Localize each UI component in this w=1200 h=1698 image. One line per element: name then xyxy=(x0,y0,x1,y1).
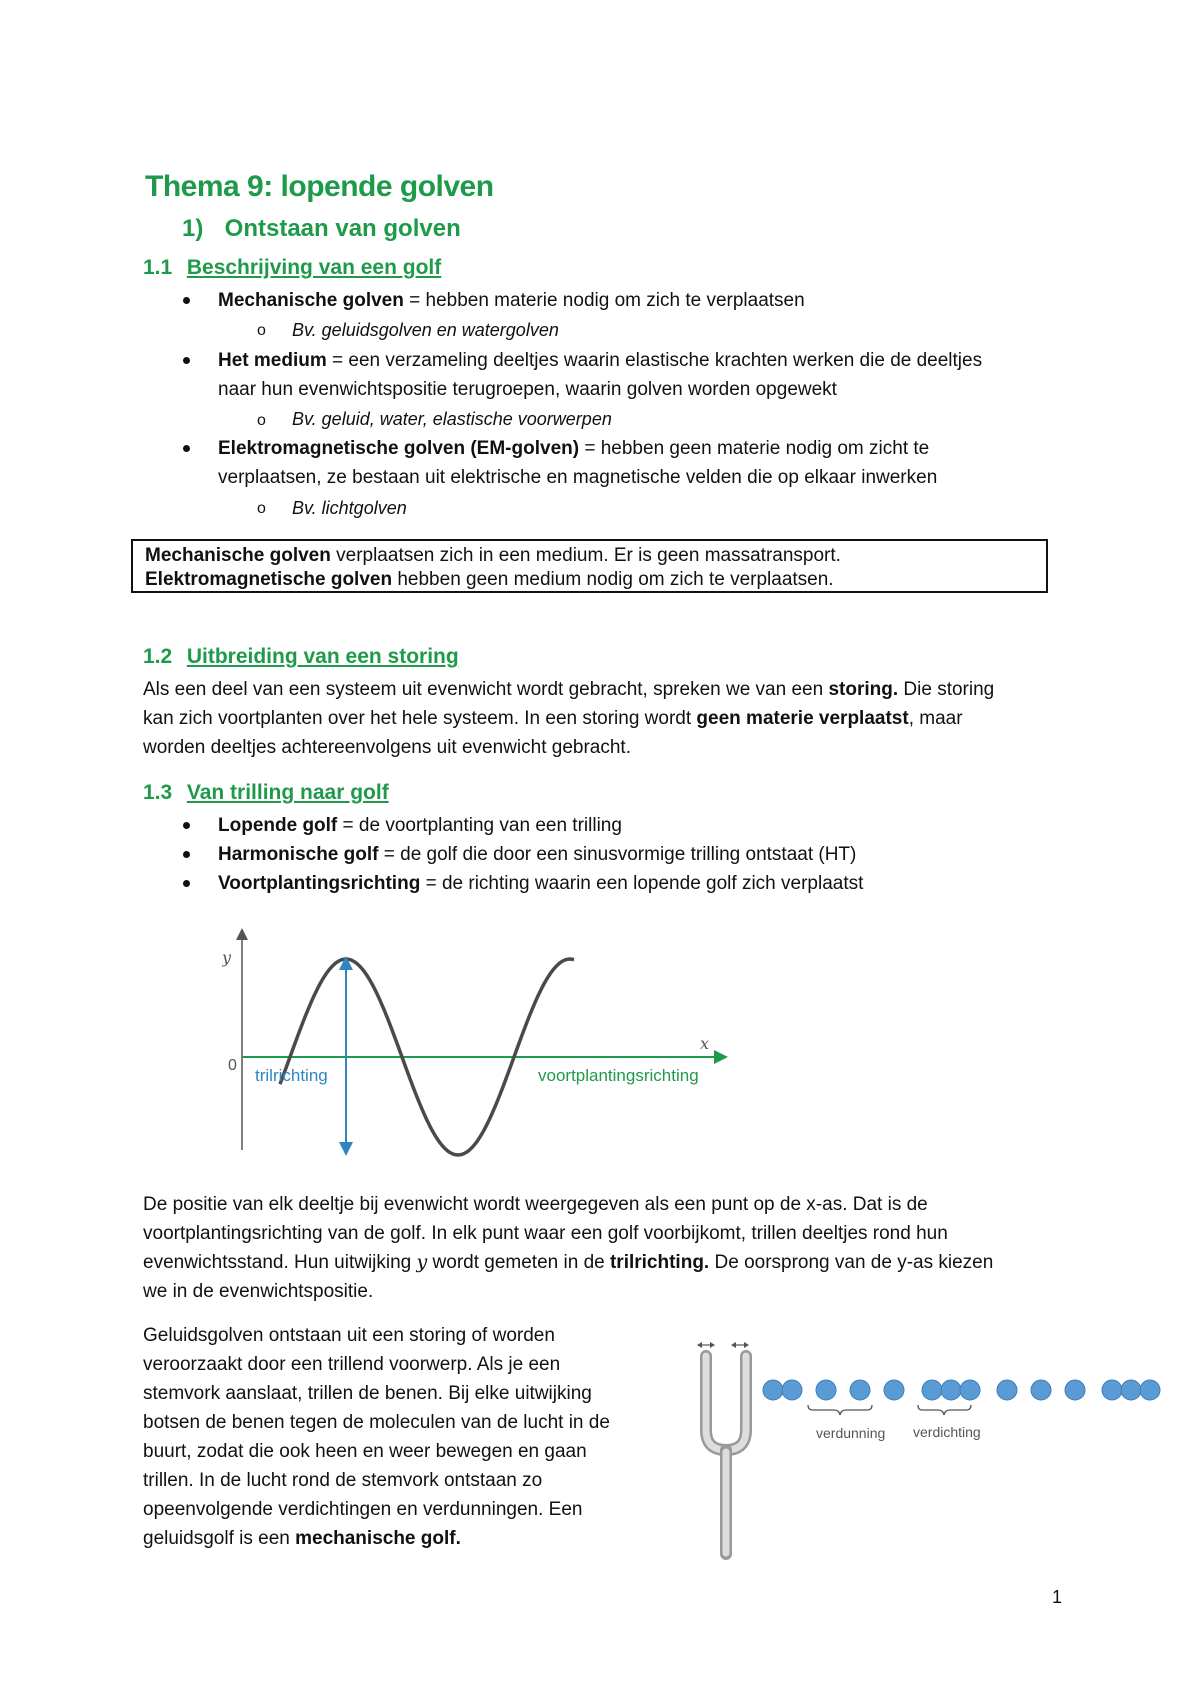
bold-text: geen materie verplaatst xyxy=(696,708,909,729)
verdichting-label: verdichting xyxy=(913,1424,981,1440)
section-1-number: 1) xyxy=(182,215,204,242)
paragraph-positie-line-3 xyxy=(143,1248,993,1278)
air-molecule xyxy=(1140,1380,1160,1400)
term: Mechanische golven xyxy=(218,290,404,311)
text: Die storing xyxy=(898,679,995,700)
vibration-arrow-right xyxy=(731,1342,749,1348)
y-axis-arrowhead xyxy=(236,928,248,940)
tuning-fork-tines xyxy=(706,1356,746,1450)
air-molecule xyxy=(1121,1380,1141,1400)
definition: = hebben geen materie nodig om zicht te xyxy=(579,438,930,459)
paragraph-geluid-line-6: trillen. In de lucht rond de stemvork ontstaan zo xyxy=(143,1470,543,1491)
sub-bullet-marker: o xyxy=(257,322,266,339)
paragraph-positie-line-2: voortplantingsrichting van de golf. In elk punt waar een golf voorbijkomt, trillen deeltjes rond hun xyxy=(143,1223,948,1244)
verdichting-brace xyxy=(918,1405,971,1415)
bullet-dot xyxy=(183,445,190,452)
section-1-1-heading xyxy=(143,256,441,280)
term: Voortplantingsrichting xyxy=(218,873,421,894)
bullet-dot xyxy=(183,880,190,887)
section-1-1-label: Beschrijving van een golf xyxy=(186,256,442,279)
section-1-2-label: Uitbreiding van een storing xyxy=(186,645,459,668)
air-molecule xyxy=(1065,1380,1085,1400)
bullet-dot xyxy=(183,357,190,364)
page-title: Thema 9: lopende golven xyxy=(145,170,494,203)
section-1-label: Ontstaan van golven xyxy=(224,215,461,242)
air-molecule xyxy=(884,1380,904,1400)
vibration-arrow-left xyxy=(697,1342,715,1348)
section-1-3-label: Van trilling naar golf xyxy=(186,781,389,804)
term: Lopende golf xyxy=(218,815,338,836)
air-molecule xyxy=(782,1380,802,1400)
wave-figure xyxy=(222,928,732,1168)
zero-label: 0 xyxy=(228,1057,237,1074)
section-1-3-number: 1.3 xyxy=(143,781,173,804)
summary-text: hebben geen medium nodig om zich te verplaatsen. xyxy=(392,569,834,590)
paragraph-geluid-line-8 xyxy=(143,1524,461,1554)
paragraph-storing-line-1 xyxy=(143,675,994,705)
summary-box xyxy=(131,539,1048,593)
paragraph-geluid-line-1: Geluidsgolven ontstaan uit een storing of worden xyxy=(143,1325,555,1346)
bold-text: mechanische golf. xyxy=(295,1528,461,1549)
text: , maar xyxy=(908,708,963,729)
bullet-dot xyxy=(183,851,190,858)
term: Het medium xyxy=(218,350,327,371)
definition: = een verzameling deeltjes waarin elastische krachten werken die de deeltjes xyxy=(326,350,983,371)
air-molecule xyxy=(763,1380,783,1400)
text: evenwichtsstand. Hun uitwijking xyxy=(143,1252,417,1273)
bullet-harmonische-golf xyxy=(218,840,856,869)
bullet-mechanische-golven xyxy=(218,286,805,315)
bullet-het-medium xyxy=(218,346,982,375)
bullet-dot xyxy=(183,297,190,304)
air-molecule xyxy=(850,1380,870,1400)
term: Elektromagnetische golven xyxy=(145,569,393,590)
bullet-het-medium-line-2: naar hun evenwichtspositie terugroepen, waarin golven worden opgewekt xyxy=(218,379,837,400)
text: geluidsgolf is een xyxy=(143,1528,296,1549)
definition: = de voortplanting van een trilling xyxy=(337,815,622,836)
paragraph-storing-line-3: worden deeltjes achtereenvolgens uit evenwicht gebracht. xyxy=(143,737,631,758)
bold-text: trilrichting. xyxy=(609,1252,710,1273)
paragraph-geluid-line-4: botsen de benen tegen de moleculen van de lucht in de xyxy=(143,1412,610,1433)
italic-y: y xyxy=(416,1251,428,1273)
example-em-golven: Bv. lichtgolven xyxy=(292,498,407,518)
bullet-voortplantingsrichting xyxy=(218,869,863,898)
definition: = de richting waarin een lopende golf zich verplaatst xyxy=(420,873,864,894)
paragraph-geluid-line-7: opeenvolgende verdichtingen en verdunningen. Een xyxy=(143,1499,583,1520)
trilrichting-arrowhead-down xyxy=(339,1142,353,1156)
verdunning-label: verdunning xyxy=(816,1425,886,1441)
bullet-dot xyxy=(183,822,190,829)
air-molecule xyxy=(960,1380,980,1400)
air-molecule xyxy=(922,1380,942,1400)
section-1-3-heading xyxy=(143,781,389,805)
definition: = de golf die door een sinusvormige trilling ontstaat (HT) xyxy=(378,844,857,865)
paragraph-geluid-line-3: stemvork aanslaat, trillen de benen. Bij elke uitwijking xyxy=(143,1383,592,1404)
x-axis-label: x xyxy=(700,1034,710,1053)
page-number: 1 xyxy=(1051,1587,1062,1607)
air-molecule xyxy=(1031,1380,1051,1400)
section-1-1-number: 1.1 xyxy=(143,256,173,279)
example-mechanische-golven: Bv. geluidsgolven en watergolven xyxy=(292,320,559,340)
summary-line-1 xyxy=(145,544,1034,568)
voortplantingsrichting-label: voortplantingsrichting xyxy=(538,1066,699,1085)
summary-line-2 xyxy=(145,568,1034,592)
section-1-2-heading xyxy=(143,645,459,669)
section-1-heading xyxy=(182,215,461,243)
bold-text: storing. xyxy=(828,679,899,700)
bullet-em-golven-line-2: verplaatsen, ze bestaan uit elektrische en magnetische velden die op elkaar inwerken xyxy=(218,467,938,488)
term: Mechanische golven xyxy=(145,545,331,566)
verdunning-brace xyxy=(808,1405,872,1415)
section-1-2-number: 1.2 xyxy=(143,645,173,668)
term: Elektromagnetische golven (EM-golven) xyxy=(218,438,580,459)
y-axis-label: y xyxy=(222,948,232,967)
text: De oorsprong van de y-as kiezen xyxy=(709,1252,994,1273)
paragraph-geluid-line-2: veroorzaakt door een trillend voorwerp. Als je een xyxy=(143,1354,561,1375)
bullet-lopende-golf xyxy=(218,811,622,840)
air-molecule xyxy=(1102,1380,1122,1400)
text: Als een deel van een systeem uit evenwicht wordt gebracht, spreken we van een xyxy=(143,679,829,700)
paragraph-positie-line-4: we in de evenwichtspositie. xyxy=(143,1281,374,1302)
example-het-medium: Bv. geluid, water, elastische voorwerpen xyxy=(292,409,612,429)
text: wordt gemeten in de xyxy=(427,1252,610,1273)
definition: = hebben materie nodig om zich te verplaatsen xyxy=(403,290,805,311)
trilrichting-label: trilrichting xyxy=(255,1066,328,1085)
sub-bullet-marker: o xyxy=(257,500,266,517)
paragraph-geluid-line-5: buurt, zodat die ook heen en weer bewegen en gaan xyxy=(143,1441,587,1462)
bullet-em-golven xyxy=(218,434,929,463)
paragraph-positie-line-1: De positie van elk deeltje bij evenwicht wordt weergegeven als een punt op de x-as. Dat is de xyxy=(143,1194,928,1215)
tuning-fork-figure xyxy=(690,1338,1170,1568)
summary-text: verplaatsen zich in een medium. Er is geen massatransport. xyxy=(330,545,841,566)
air-molecule xyxy=(997,1380,1017,1400)
paragraph-storing-line-2 xyxy=(143,704,963,734)
x-axis-arrowhead xyxy=(714,1050,728,1064)
sub-bullet-marker: o xyxy=(257,412,266,429)
air-molecule xyxy=(816,1380,836,1400)
air-molecules xyxy=(763,1380,1160,1400)
air-molecule xyxy=(941,1380,961,1400)
text: kan zich voortplanten over het hele systeem. In een storing wordt xyxy=(143,708,697,729)
term: Harmonische golf xyxy=(218,844,379,865)
